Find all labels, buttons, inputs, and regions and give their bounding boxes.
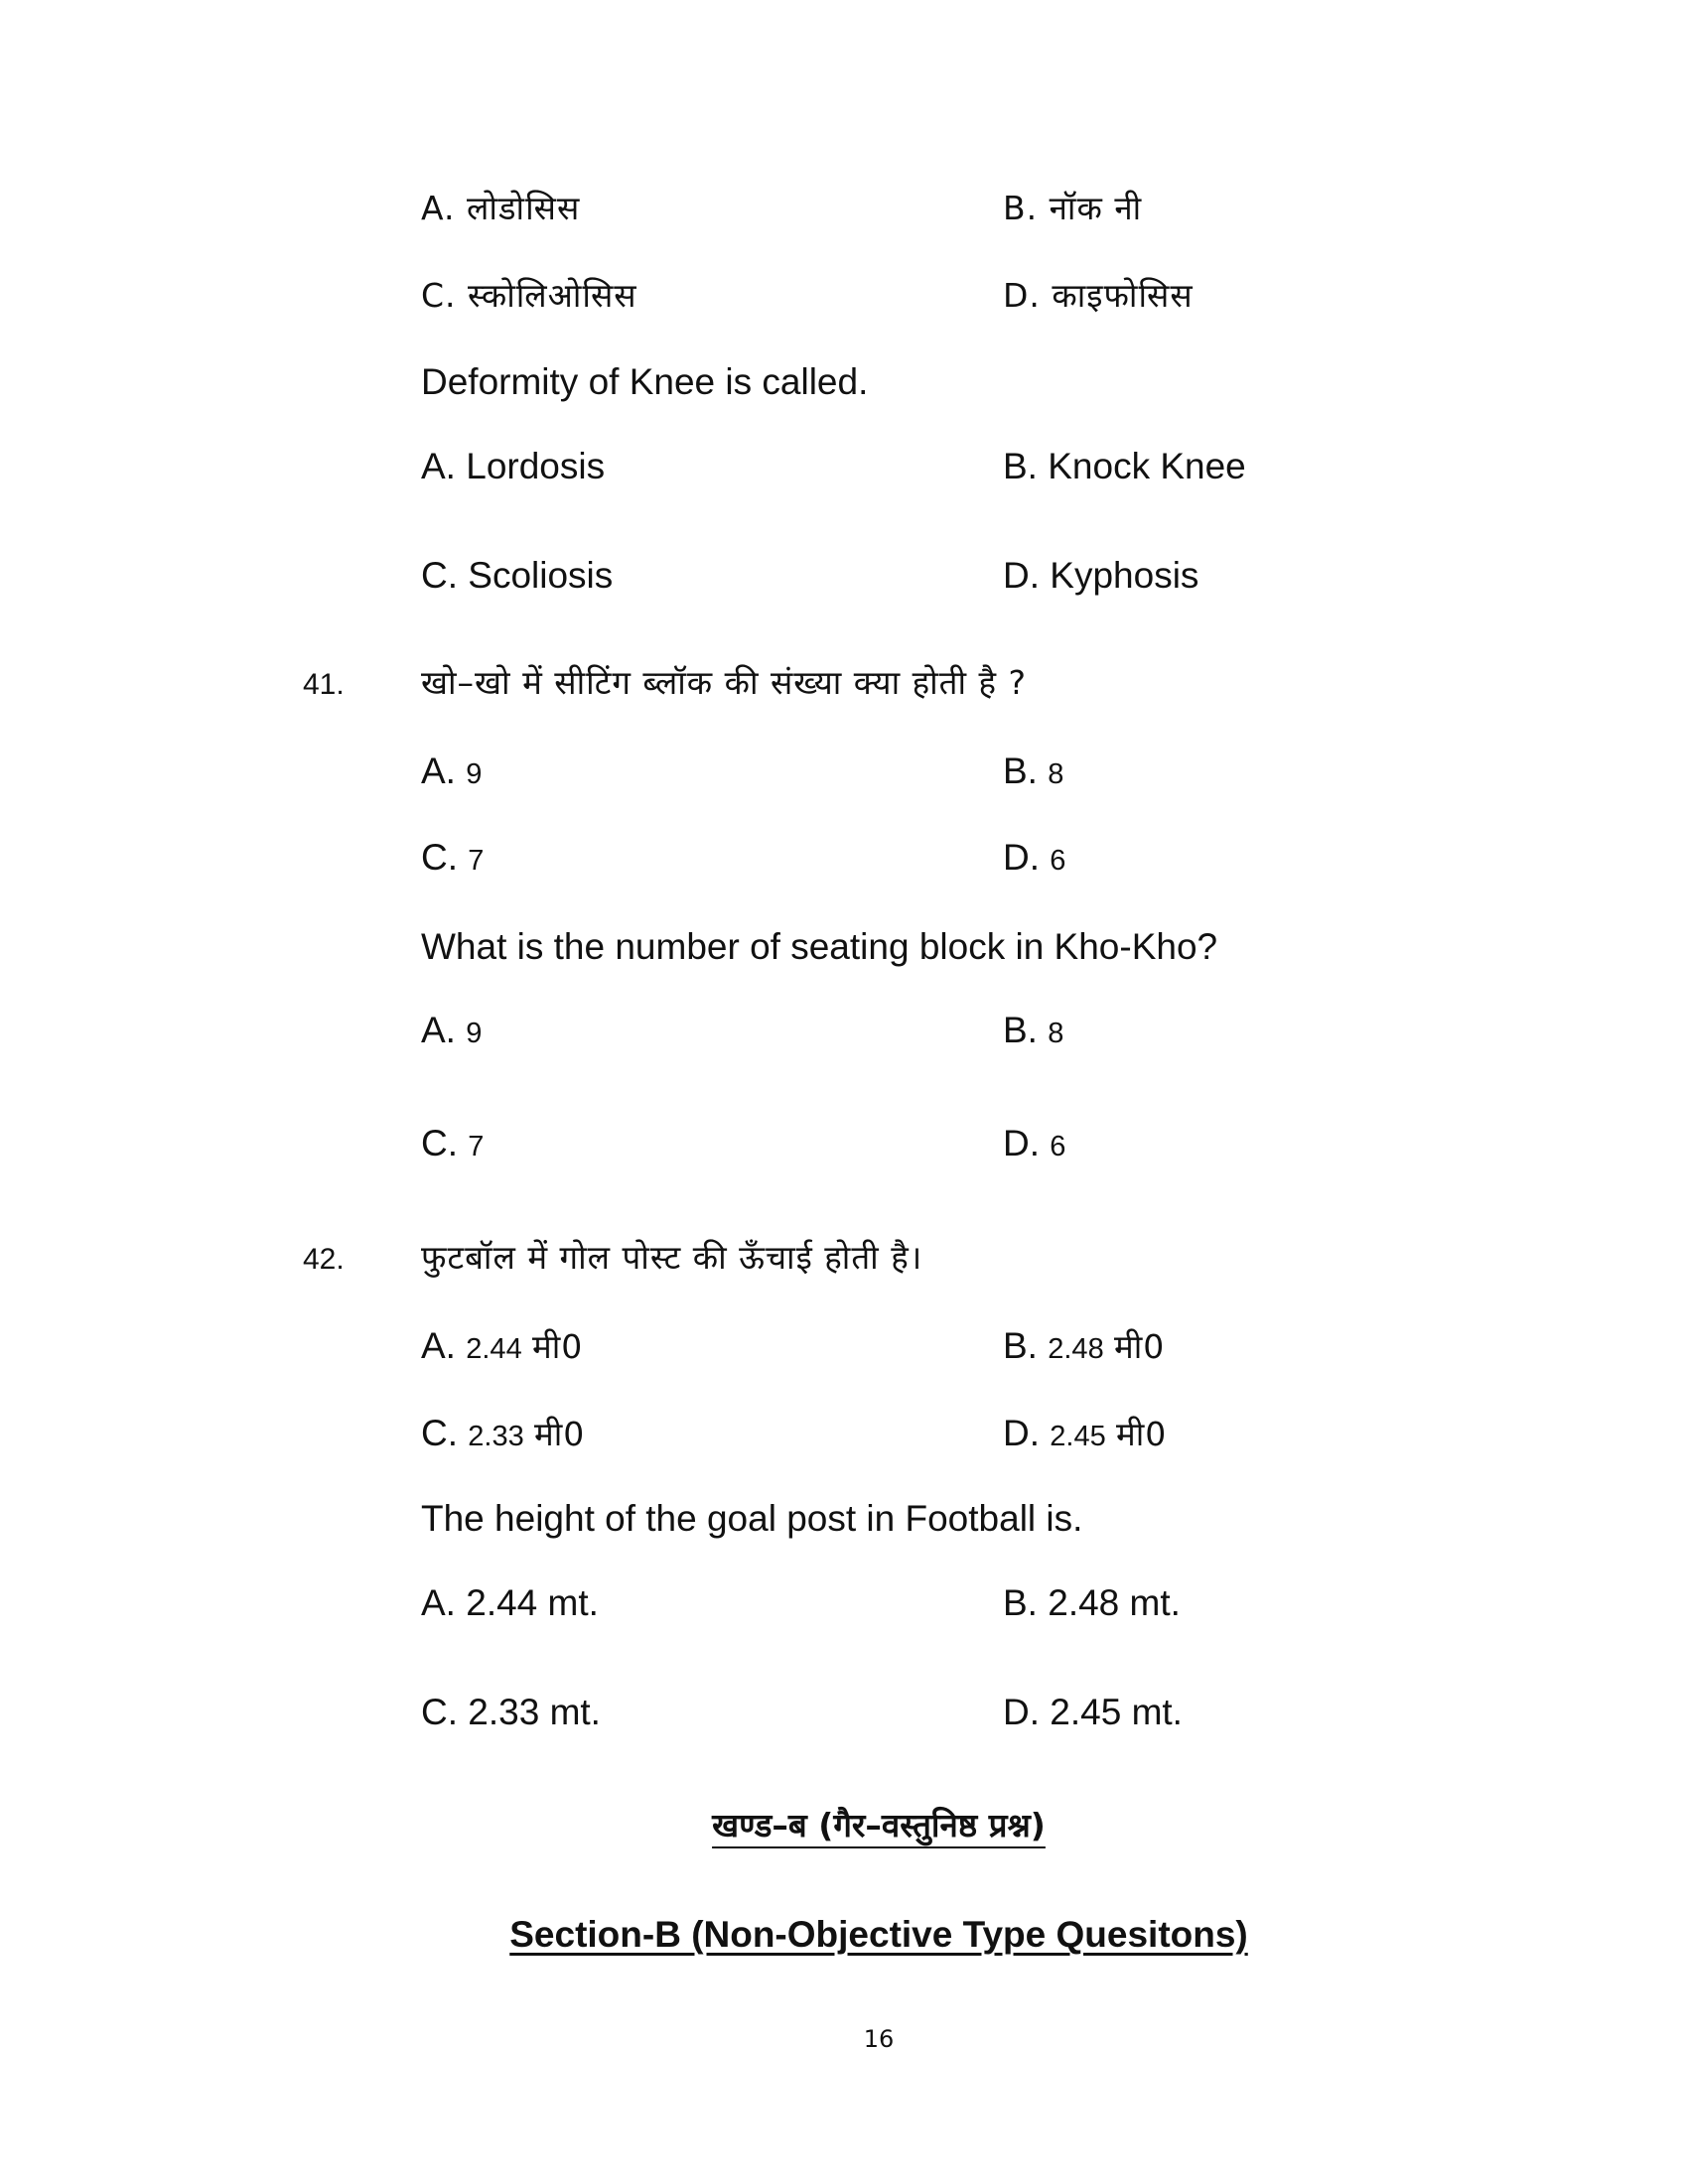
q41-english-option-b (1003, 1007, 1063, 1057)
option-letter: C. (421, 1123, 458, 1163)
option-unit: मी0 (1113, 1327, 1166, 1366)
option-letter: D. (1003, 1413, 1040, 1453)
q42-hindi-option-a (421, 1322, 583, 1373)
option-letter: A. (421, 1325, 456, 1366)
option-letter: A. (421, 1010, 456, 1050)
q41-english-question: What is the number of seating block in Kho-Kho? (421, 926, 1218, 967)
q40-hindi-option-d: D. काइफोसिस (1003, 276, 1194, 315)
section-b-hindi-heading-text: खण्ड–ब (गैर–वस्तुनिष्ठ प्रश्न) (712, 1806, 1046, 1844)
option-letter: D. (1003, 1123, 1040, 1163)
option-unit: मी0 (534, 1415, 586, 1453)
option-value: 8 (1048, 758, 1064, 790)
q42-number: 42. (303, 1243, 345, 1276)
section-b-english-heading (0, 1911, 1688, 1959)
option-value: 2.33 (468, 1421, 524, 1452)
q41-hindi-option-a (421, 748, 482, 798)
q40-hindi-option-b: B. नॉक नी (1003, 189, 1143, 227)
q41-english-option-a (421, 1007, 482, 1057)
q42-english-question: The height of the goal post in Football is. (421, 1498, 1083, 1539)
q42-hindi-question: फुटबॉल में गोल पोस्ट की ऊँचाई होती है। (421, 1238, 923, 1277)
q40-hindi-option-a: A. लोडोसिस (421, 189, 581, 227)
option-value: 9 (466, 1018, 483, 1049)
q42-english-option-d: D. 2.45 mt. (1003, 1692, 1183, 1732)
option-unit: मी0 (1116, 1415, 1168, 1453)
q41-english-option-d (1003, 1120, 1065, 1170)
option-value: 7 (468, 1131, 485, 1162)
page-number: 16 (863, 2025, 895, 2053)
option-letter: B. (1003, 1010, 1038, 1050)
option-value: 6 (1050, 845, 1066, 877)
option-letter: B. (1003, 751, 1038, 791)
q41-english-option-c (421, 1120, 484, 1170)
q42-hindi-option-d (1003, 1410, 1167, 1460)
q40-hindi-option-c: C. स्कोलिओसिस (421, 276, 637, 315)
q41-hindi-option-c (421, 834, 484, 885)
q42-hindi-option-c (421, 1410, 585, 1460)
q41-hindi-question: खो–खो में सीटिंग ब्लॉक की संख्या क्या होती है ? (421, 663, 1028, 702)
option-letter: C. (421, 837, 458, 878)
q42-english-option-b: B. 2.48 mt. (1003, 1582, 1181, 1623)
q41-hindi-option-b (1003, 748, 1063, 798)
option-value: 9 (466, 758, 483, 790)
option-value: 2.48 (1048, 1333, 1104, 1365)
option-unit: मी0 (531, 1327, 584, 1366)
q41-number: 41. (303, 668, 345, 701)
q40-english-question: Deformity of Knee is called. (421, 361, 869, 402)
q41-hindi-option-d (1003, 834, 1065, 885)
q42-english-option-c: C. 2.33 mt. (421, 1692, 601, 1732)
q40-english-option-d: D. Kyphosis (1003, 555, 1199, 596)
option-value: 8 (1048, 1018, 1064, 1049)
option-letter: A. (421, 751, 456, 791)
option-letter: C. (421, 1413, 458, 1453)
option-value: 6 (1050, 1131, 1066, 1162)
q40-english-option-a: A. Lordosis (421, 446, 606, 486)
section-b-english-heading-text: Section-B (Non-Objective Type Quesitons) (509, 1914, 1248, 1955)
option-value: 2.44 (466, 1333, 522, 1365)
option-letter: D. (1003, 837, 1040, 878)
option-letter: B. (1003, 1325, 1038, 1366)
q42-english-option-a: A. 2.44 mt. (421, 1582, 599, 1623)
q42-hindi-option-b (1003, 1322, 1165, 1373)
option-value: 7 (468, 845, 485, 877)
section-b-hindi-heading (0, 1802, 1688, 1849)
option-value: 2.45 (1050, 1421, 1106, 1452)
q40-english-option-c: C. Scoliosis (421, 555, 614, 596)
q40-english-option-b: B. Knock Knee (1003, 446, 1246, 486)
